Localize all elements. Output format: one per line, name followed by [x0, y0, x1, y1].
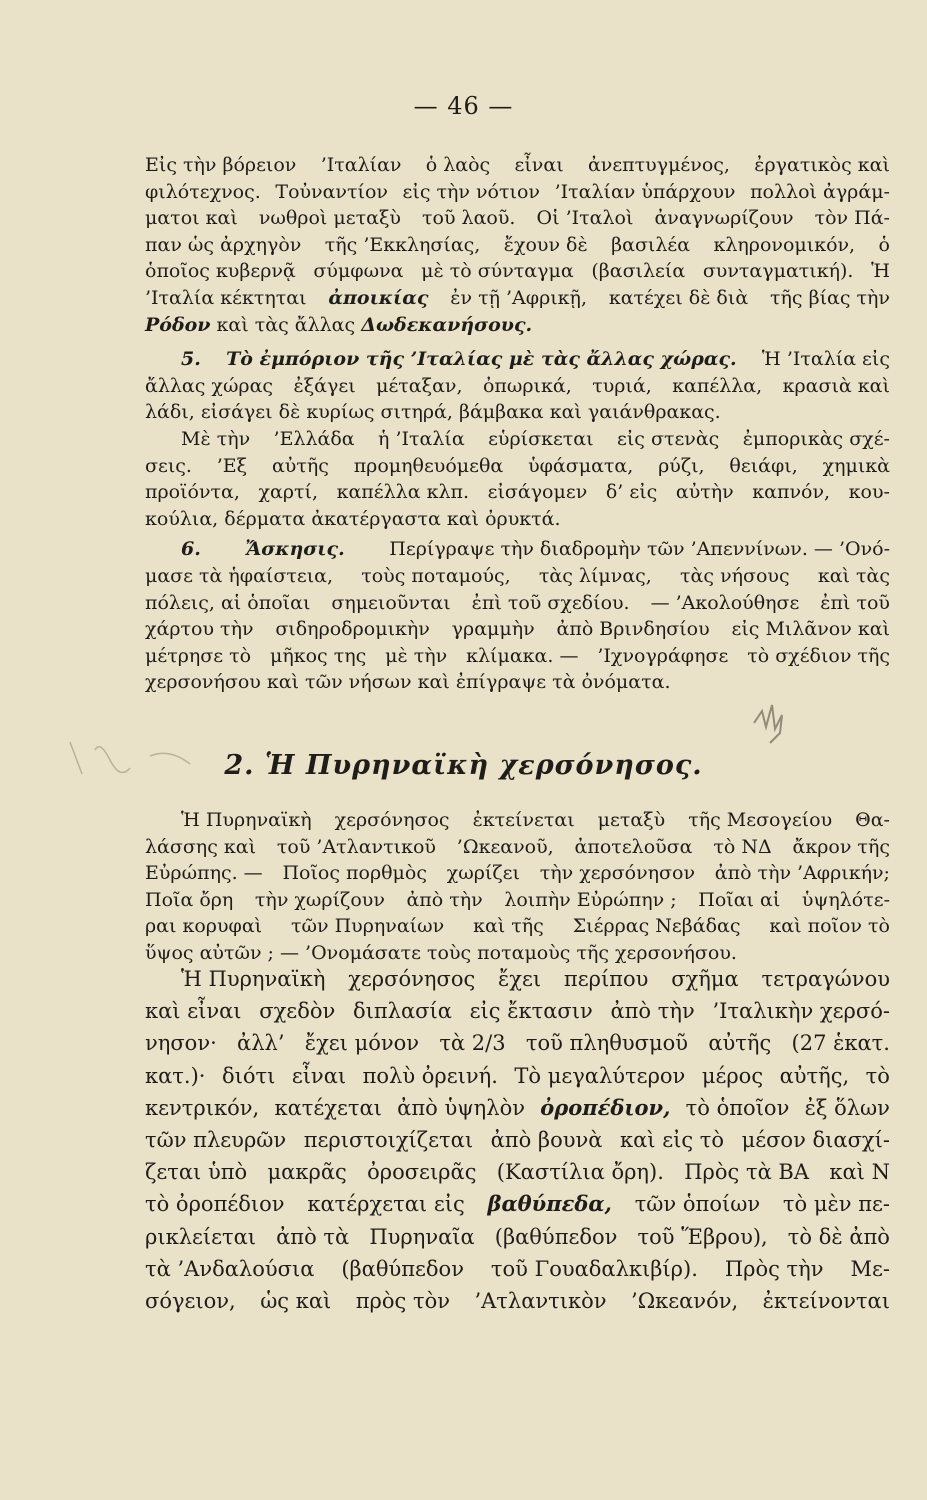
word: τὸ σχέδιον τῆς: [747, 644, 890, 667]
word: ἐμπορικὰς σχέ-: [742, 427, 890, 450]
word: μὲ τὴν: [385, 644, 448, 667]
word: εἶναι: [514, 154, 564, 176]
word: Ποῖα ὄρη: [145, 888, 234, 911]
text-line: [145, 669, 890, 696]
word: καὶ γαιάνθρακας.: [549, 401, 721, 424]
word: τῆς Μεσογείου: [688, 809, 833, 831]
word: ’Ατλαντικὸν: [474, 1288, 607, 1313]
italy-text-block: [145, 152, 890, 696]
word: Πυρηναῖα: [369, 1224, 475, 1249]
word: τῆς βίας τὴν: [770, 286, 890, 309]
word: σόγειον,: [145, 1288, 236, 1313]
word: (Καστίλια ὄρη).: [496, 1160, 664, 1185]
word: τῶν Πυρηναίων: [291, 915, 445, 938]
word: ’Ωκεανόν,: [631, 1288, 739, 1313]
text-line: [145, 1221, 890, 1253]
text-line: [145, 506, 890, 533]
word: κρασιὰ καὶ: [782, 374, 890, 397]
text-line: [145, 1124, 890, 1156]
word: καὶ τῆς: [473, 915, 544, 938]
text-line: [145, 963, 890, 995]
word: καὶ ὀρυκτά.: [446, 507, 561, 530]
word: Τὸ μεγαλύτερον: [514, 1063, 686, 1088]
word: αὐτῆς: [271, 454, 329, 477]
word: μασε τὰ ἡφαίστεια,: [145, 564, 334, 587]
word: περιστοιχίζεται: [303, 1127, 474, 1152]
word: καὶ εἶναι: [145, 999, 242, 1024]
word: χωρίζει: [446, 862, 520, 885]
text-line: [145, 995, 890, 1027]
word: ἐπὶ τοῦ σχεδίου.: [471, 591, 630, 614]
text-line: [145, 1188, 890, 1220]
word: πολὺ ὀρεινή.: [362, 1063, 498, 1088]
word: ’Ιταλία κέκτηται: [145, 286, 307, 309]
word: αὐτῆς: [708, 1031, 772, 1056]
word: σχῆμα: [671, 967, 739, 991]
section-6-number: 6.: [181, 538, 201, 561]
word: κατέρχεται εἰς: [307, 1192, 465, 1217]
word: ἐκτείνεται: [472, 809, 575, 831]
word: ἀπὸ τὴν: [610, 999, 695, 1024]
word: ἀπὸ τὴν: [406, 888, 483, 911]
word: ἡ ’Ιταλία: [378, 427, 465, 450]
word: τοῦ λαοῦ.: [422, 207, 516, 230]
word: ὁποῖος κυβερνᾷ: [145, 260, 296, 283]
paragraph-exercise: [145, 563, 890, 696]
word: Ἡ: [871, 260, 890, 283]
word: μῆκος της: [269, 644, 367, 667]
section-heading-iberian-peninsula: 2. Ἡ Πυρηναϊκὴ χερσόνησος.: [224, 750, 703, 781]
paragraph-iberia-shape: [145, 963, 890, 1092]
word: ἀλλ’: [237, 1031, 285, 1056]
word: ἀπὸ Βρινδησίου: [556, 618, 710, 641]
word: Εἰς τὴν βόρειον: [145, 154, 297, 176]
word: (βαθύπεδον: [494, 1224, 618, 1249]
emphasis-plateau: ὀροπέδιον,: [540, 1094, 671, 1120]
word: πρὸς τὸν: [355, 1288, 451, 1313]
word: τὰ ’Ανδαλούσια: [145, 1256, 315, 1281]
text-line: [145, 1285, 890, 1317]
word: προμηθευόμεθα: [353, 454, 504, 477]
word: (βαθύπεδον: [341, 1256, 464, 1281]
word: μέταξαν,: [376, 374, 463, 397]
word: Θα-: [855, 809, 890, 831]
word: ἐπὶ τοῦ: [820, 591, 890, 614]
text-line: [145, 285, 890, 312]
word: κεντρικόν,: [145, 1095, 260, 1120]
word: τοῦ Ἕβρου),: [637, 1224, 768, 1249]
section-5-title: Τὸ ἐμπόριον τῆς ’Ιταλίας μὲ τὰς ἄλλας χώρας.: [226, 348, 737, 371]
text-line: [145, 1027, 890, 1059]
text-line: [145, 179, 890, 206]
word: ’Εξ: [216, 454, 248, 477]
word: Τοὐναντίον: [275, 180, 388, 203]
word: τὸ: [865, 1063, 890, 1088]
word: τὸ ΝΔ: [713, 835, 772, 858]
word: Εὐρώπης. —: [145, 862, 263, 885]
section-5-number: 5.: [181, 348, 201, 371]
word: Οἱ ’Ιταλοὶ: [536, 207, 634, 230]
text-line: [145, 834, 890, 861]
word: τῆς ’Εκκλησίας,: [324, 233, 481, 256]
word: χαρτί,: [258, 481, 319, 504]
word: μὲ τὸ σύνταγμα: [421, 260, 574, 283]
text-line: [145, 1060, 890, 1092]
text-line: [145, 312, 890, 339]
text-line: [145, 643, 890, 670]
text-line: [145, 479, 890, 506]
word: κου-: [848, 481, 890, 504]
text-line: [145, 1092, 890, 1124]
word: ’Ιταλίαν ὑπάρχουν: [554, 180, 736, 203]
word: σεις.: [145, 454, 192, 477]
word: Ποῖος πορθμὸς: [282, 862, 427, 885]
word: ’Ωκεανοῦ,: [456, 835, 554, 858]
word: ἐν τῇ ’Αφρικῇ,: [450, 286, 587, 309]
word: μεταξὺ: [597, 809, 666, 831]
word: Ποῖαι αἱ: [698, 888, 781, 911]
word: Ἡ ’Ιταλία εἰς: [761, 348, 890, 371]
word: ὀροσειρᾶς: [367, 1160, 477, 1185]
word: Με-: [850, 1256, 890, 1281]
text-line: [145, 152, 890, 179]
word: καὶ τὰς: [817, 564, 890, 587]
word: λοιπὴν Εὐρώπην ;: [504, 888, 677, 911]
word: ὡς καὶ: [260, 1288, 332, 1313]
emphasis-rhodes: Ρόδον: [145, 313, 211, 336]
text-line: [145, 1253, 890, 1285]
word: ἔχουν δὲ: [503, 233, 588, 256]
section-5-heading-line: [145, 346, 890, 373]
word: εἰς ἔκτασιν: [469, 999, 593, 1024]
word: διότι: [221, 1063, 276, 1088]
word: λάσσης καὶ: [145, 835, 257, 858]
word: ἐξ ὅλων: [804, 1095, 890, 1120]
word: φιλότεχνος.: [145, 180, 261, 203]
word: ἀπὸ τὴν ’Αφρικήν;: [714, 862, 890, 885]
word: χημικὰ: [822, 454, 890, 477]
word: ρικλείεται: [145, 1224, 257, 1249]
word: — ’Ακολούθησε: [650, 591, 800, 614]
text-line: [145, 807, 890, 834]
word: καὶ Ν: [829, 1160, 890, 1185]
word: τὰ 2/3: [439, 1031, 506, 1056]
text-line: [145, 887, 890, 914]
text-line: [145, 563, 890, 590]
word: θειάφι,: [729, 454, 798, 477]
word: τὸ ὁποῖον: [685, 1095, 790, 1120]
section-6-title: Ἄσκησις.: [245, 538, 345, 561]
word: πολλοὶ ἀγράμ-: [750, 180, 890, 203]
word: ἀνεπτυγμένος,: [587, 154, 730, 176]
word: σιτηρά,: [380, 401, 453, 424]
word: καὶ ποῖον τὸ: [769, 915, 890, 938]
word: σιδηροδρομικὴν: [275, 618, 430, 641]
word: νωθροὶ μεταξὺ: [258, 207, 401, 230]
word: λάδι, εἰσάγει: [145, 401, 273, 424]
word: Περίγραψε τὴν διαδρομὴν τῶν ’Απεννίνων. — ’Ονό-: [389, 538, 890, 561]
word: γραμμὴν: [451, 618, 535, 641]
text-line: [145, 590, 890, 617]
emphasis-lowlands: βαθύπεδα,: [487, 1191, 612, 1217]
text-line: [145, 399, 890, 426]
word: χερσόνησος: [334, 809, 450, 831]
word: μέσον διασχί-: [741, 1127, 890, 1152]
word: ἀπὸ τὰ: [276, 1224, 350, 1249]
word: αὐτῆς,: [779, 1063, 850, 1088]
word: ’Ιταλίαν: [320, 154, 402, 176]
word: εἰς Μιλᾶνον καὶ: [731, 618, 890, 641]
word: νησον·: [145, 1031, 217, 1056]
word: ματοι καὶ: [145, 207, 238, 230]
word: ἔχει μόνον: [304, 1031, 420, 1056]
word: ὁ: [878, 233, 890, 256]
word: Πρὸς τὰ ΒΑ: [684, 1160, 810, 1185]
word: σχεδὸν: [259, 999, 336, 1024]
word: μακρᾶς: [267, 1160, 347, 1185]
paragraph-iberia-plateau: [145, 1124, 890, 1188]
word: τοῦ Γουαδαλκιβίρ).: [490, 1256, 698, 1281]
section-6-heading-line: [145, 536, 890, 563]
text-line: [145, 205, 890, 232]
word: περίπου: [563, 967, 649, 991]
word: κλίμακα. —: [466, 644, 579, 667]
word: τετραγώνου: [761, 967, 890, 991]
word: ’Ιταλικὴν χερσό-: [712, 999, 890, 1024]
word: εἰς τὴν νότιον: [402, 180, 540, 203]
text-line: [145, 913, 890, 940]
word: ἔχει: [498, 967, 542, 991]
word: σημειοῦνται: [331, 591, 451, 614]
text-line: [145, 860, 890, 887]
word: τὸ δὲ ἀπὸ: [787, 1224, 890, 1249]
word: τὸ μὲν πε-: [782, 1192, 890, 1217]
paragraph-italy-greece-trade: [145, 426, 890, 532]
word: καὶ τὰς ἄλλας: [216, 313, 356, 336]
word: κατέχει δὲ διὰ: [608, 286, 749, 309]
word: τοὺς ποταμούς,: [361, 564, 511, 587]
text-line: [145, 1156, 890, 1188]
word: ὑφάσματα,: [528, 454, 634, 477]
word: τὸν Πά-: [814, 207, 890, 230]
word: Ἡ Πυρηναϊκὴ: [181, 809, 312, 831]
word: εὑρίσκεται: [488, 427, 594, 450]
word: Σιέρρας Νεβάδας: [572, 915, 741, 938]
word: τὰς λίμνας,: [538, 564, 652, 587]
word: ἄλλας χώρας: [145, 374, 274, 397]
word: ἀκατέργαστα: [311, 507, 441, 530]
word: χερσόνησος: [348, 967, 476, 991]
paragraph-italy-trade: [145, 373, 890, 426]
word: εἰσάγομεν: [487, 481, 588, 504]
iberia-questions-block: [145, 807, 890, 967]
word: ὑψηλότε-: [801, 888, 890, 911]
word: βάμβακα: [458, 401, 544, 424]
word: δέρματα: [224, 507, 306, 530]
iberia-description-block: [145, 963, 890, 1317]
text-line: [145, 453, 890, 480]
word: ἐκτείνονται: [762, 1288, 890, 1313]
word: εἰς στενὰς: [617, 427, 720, 450]
word: αὐτὴν: [675, 481, 734, 504]
emphasis-colonies: ἀποικίας: [328, 286, 429, 309]
word: ἐξάγει: [293, 374, 356, 397]
word: τὸ ὀροπέδιον: [145, 1192, 285, 1217]
word: κληρονομικόν,: [713, 233, 856, 256]
word: (βασιλεία: [591, 260, 686, 283]
word: ὕψος αὐτῶν ; — ’Ονομάσατε τοὺς ποταμοὺς τῆς χερσονήσου.: [145, 941, 737, 964]
word: δὲ κυρίως: [278, 401, 375, 424]
word: παν ὡς ἀρχηγὸν: [145, 233, 302, 256]
word: ’Ελλάδα: [273, 427, 355, 450]
word: τυριά,: [592, 374, 652, 397]
word: ἀπὸ βουνὰ: [490, 1127, 603, 1152]
word: συνταγματική).: [702, 260, 854, 283]
word: ζεται ὑπὸ: [145, 1160, 248, 1185]
text-line: [145, 616, 890, 643]
paragraph-iberia-lowlands: [145, 1221, 890, 1318]
word: καπνόν,: [752, 481, 831, 504]
paragraph-iberia-questions: [145, 807, 890, 967]
word: καπέλλα κλπ.: [336, 481, 470, 504]
word: Ἡ Πυρηναϊκὴ: [181, 967, 326, 991]
word: Πρὸς τὴν: [724, 1256, 824, 1281]
page-number: — 46 —: [413, 92, 514, 120]
word: τοῦ ’Ατλαντικοῦ: [276, 835, 436, 858]
word: ἀπὸ ὑψηλὸν: [397, 1095, 525, 1120]
text-line: [145, 232, 890, 259]
emphasis-dodecanese: Δωδεκανήσους.: [361, 313, 533, 336]
word: ραι κορυφαὶ: [145, 915, 263, 938]
word: ἀποτελοῦσα: [574, 835, 693, 858]
word: ὀπωρικά,: [482, 374, 572, 397]
word: δ’ εἰς: [605, 481, 658, 504]
word: προϊόντα,: [145, 481, 240, 504]
word: ρύζι,: [658, 454, 705, 477]
paragraph-italy-people: [145, 152, 890, 285]
word: διπλασία: [352, 999, 452, 1024]
word: καπέλλα,: [672, 374, 763, 397]
word: τὴν χερσόνησον: [539, 862, 696, 885]
word: τὴν χωρίζουν: [254, 888, 385, 911]
word: ὁ λαὸς: [425, 154, 491, 176]
word: μέτρησε τὸ: [145, 644, 252, 667]
word: πόλεις, αἱ ὁποῖαι: [145, 591, 311, 614]
word: χάρτου τὴν: [145, 618, 254, 641]
word: κούλια,: [145, 507, 219, 530]
word: κατ.)·: [145, 1063, 206, 1088]
word: τὰς νήσους: [680, 564, 790, 587]
ink-stain-icon: [742, 693, 802, 748]
word: (27 ἑκατ.: [791, 1031, 890, 1056]
word: σύμφωνα: [313, 260, 404, 283]
word: χερσονήσου καὶ τῶν νήσων καὶ ἐπίγραψε τὰ ὀνόματα.: [145, 671, 671, 694]
word: ἀναγνωρίζουν: [654, 207, 794, 230]
word: Μὲ τὴν: [181, 427, 251, 450]
text-line: [145, 426, 890, 453]
word: βασιλέα: [611, 233, 691, 256]
word: μέρος: [701, 1063, 764, 1088]
text-line: [145, 258, 890, 285]
word: τῶν πλευρῶν: [145, 1127, 287, 1152]
word: εἶναι: [291, 1063, 347, 1088]
text-line: [145, 373, 890, 400]
word: τῶν ὁποίων: [634, 1192, 761, 1217]
word: ἐργατικὸς καὶ: [754, 154, 890, 176]
word: τοῦ πληθυσμοῦ: [525, 1031, 689, 1056]
word: καὶ εἰς τὸ: [619, 1127, 725, 1152]
word: ’Ιχνογράφησε: [597, 644, 729, 667]
word: ἄκρον τῆς: [792, 835, 890, 858]
word: κατέχεται: [274, 1095, 382, 1120]
